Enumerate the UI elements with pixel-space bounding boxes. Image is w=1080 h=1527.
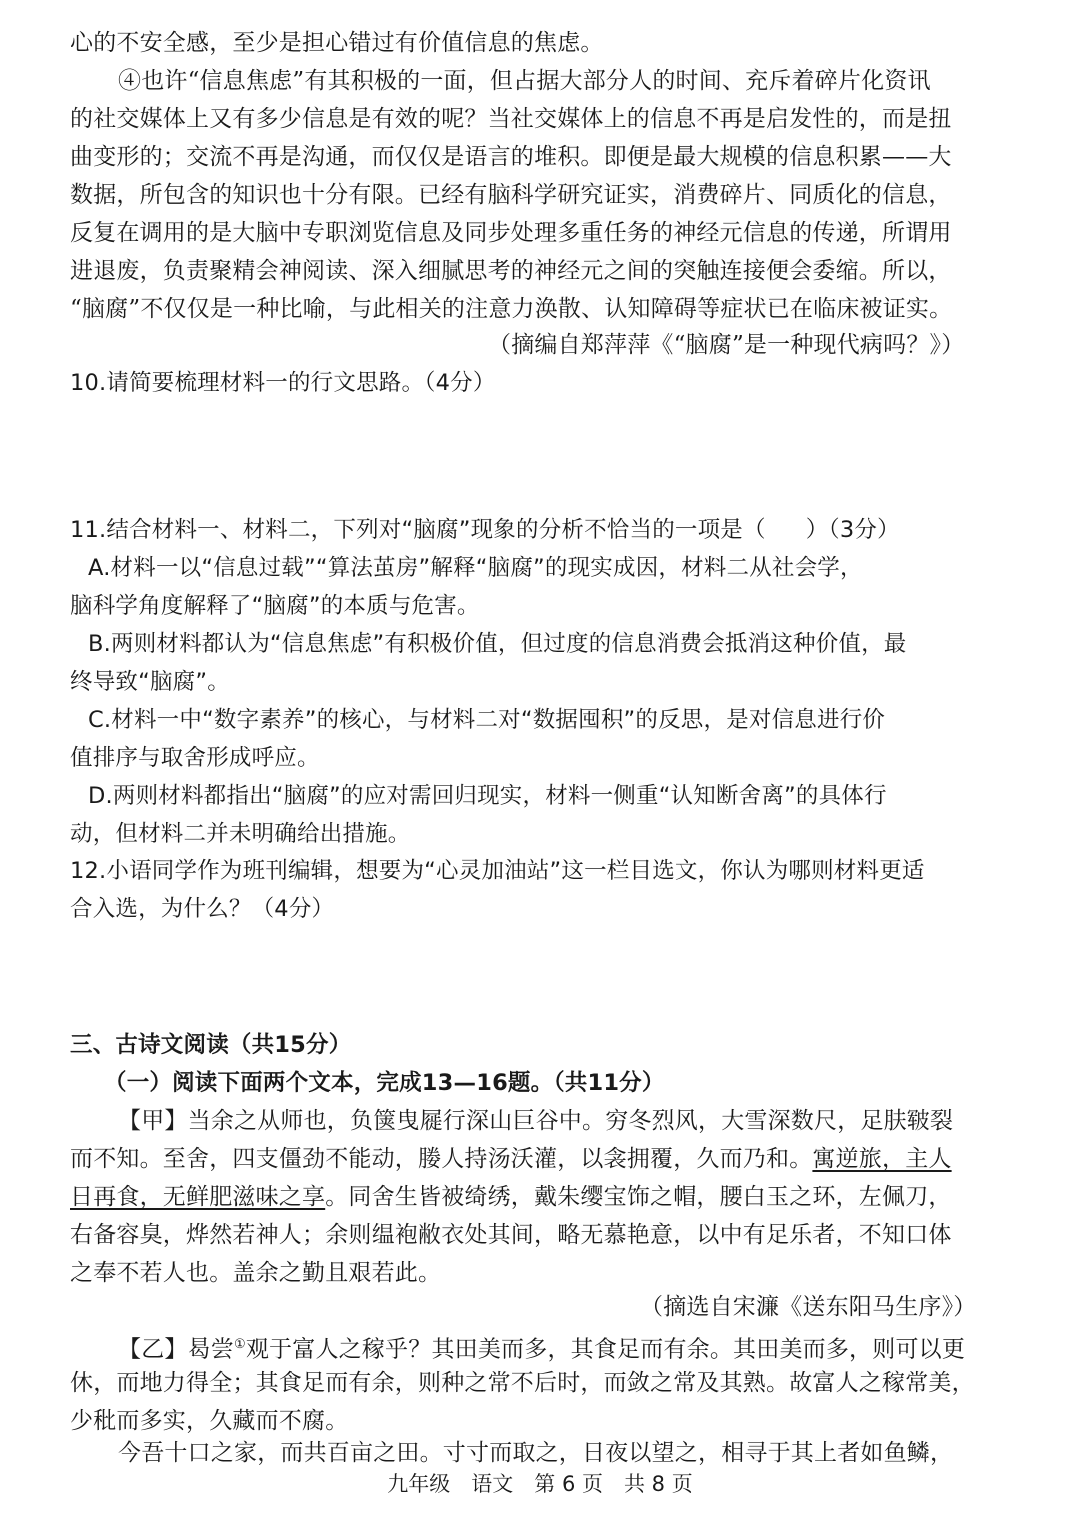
underlined-sentence: 寓逆旅，主人 — [812, 1146, 952, 1172]
option-b-cont: 终导致“脑腐”。 — [70, 669, 230, 695]
passage-line: 反复在调用的是大脑中专职浏览信息及同步处理多重任务的神经元信息的传递，所谓用 — [70, 220, 952, 246]
passage-line: 数据，所包含的知识也十分有限。已经有脑科学研究证实，消费碎片、同质化的信息， — [70, 182, 952, 208]
footnote-marker: ① — [234, 1337, 246, 1352]
passage-line: 的社交媒体上又有多少信息是有效的呢？当社交媒体上的信息不再是启发性的，而是扭 — [70, 106, 952, 132]
text-yi-segment: 【乙】曷尝 — [118, 1336, 234, 1363]
question-11-score: ）（3分） — [805, 517, 900, 543]
text-jia-line: 右备容臭，烨然若神人；余则缊袍敝衣处其间，略无慕艳意，以中有足乐者，不知口体 — [70, 1222, 952, 1248]
text-yi-segment: 观于富人之稼乎？其田美而多，其食足而有余。其田美而多，则可以更 — [245, 1336, 966, 1363]
text-jia-segment: 而不知。至舍，四支僵劲不能动，媵人持汤沃灌，以衾拥覆，久而乃和。 — [70, 1146, 813, 1172]
passage-line: “脑腐”不仅仅是一种比喻，与此相关的注意力涣散、认知障碍等症状已在临床被证实。 — [70, 296, 953, 322]
option-d: D.两则材料都指出“脑腐”的应对需回归现实，材料一侧重“认知断舍离”的具体行 — [88, 783, 887, 809]
passage-source: （摘编自郑萍萍《“脑腐”是一种现代病吗？》） — [488, 332, 965, 358]
subsection-title: （一）阅读下面两个文本，完成13—16题。（共11分） — [104, 1070, 665, 1096]
text-jia-source: （摘选自宋濂《送东阳马生序》） — [640, 1294, 977, 1320]
option-a: A.材料一以“信息过载”“算法茧房”解释“脑腐”的现实成因，材料二从社会学， — [88, 555, 863, 581]
question-12-cont: 合入选，为什么？（4分） — [70, 896, 335, 922]
text-jia-line — [70, 1182, 952, 1212]
passage-line: ④也许“信息焦虑”有其积极的一面，但占据大部分人的时间、充斥着碎片化资讯 — [118, 68, 931, 94]
option-a-cont: 脑科学角度解释了“脑腐”的本质与危害。 — [70, 593, 480, 619]
option-d-cont: 动，但材料二并未明确给出措施。 — [70, 821, 411, 847]
option-c: C.材料一中“数字素养”的核心，与材料二对“数据囤积”的反思，是对信息进行价 — [88, 707, 886, 733]
text-jia-segment: 。同舍生皆被绮绣，戴朱缨宝饰之帽，腰白玉之环，左佩刀， — [325, 1184, 952, 1210]
text-jia-line: 【甲】当余之从师也，负箧曳屣行深山巨谷中。穷冬烈风，大雪深数尺，足肤皲裂 — [118, 1108, 954, 1134]
text-yi-line: 少秕而多实，久藏而不腐。 — [70, 1408, 349, 1434]
text-jia-line — [70, 1144, 952, 1174]
option-b: B.两则材料都认为“信息焦虑”有积极价值，但过度的信息消费会抵消这种价值，最 — [88, 631, 907, 657]
passage-line: 进退废，负责聚精会神阅读、深入细腻思考的神经元之间的突触连接便会委缩。所以， — [70, 258, 952, 284]
underlined-sentence-cont: 日再食，无鲜肥滋味之享 — [70, 1184, 326, 1210]
text-yi-line — [118, 1330, 965, 1365]
question-12: 12.小语同学作为班刊编辑，想要为“心灵加油站”这一栏目选文，你认为哪则材料更适 — [70, 858, 925, 884]
question-10: 10.请简要梳理材料一的行文思路。（4分） — [70, 370, 496, 396]
section-title: 三、古诗文阅读（共15分） — [70, 1032, 352, 1058]
text-yi-line: 休，而地力得全；其食足而有余，则种之常不后时，而敛之常及其熟。故富人之稼常美， — [70, 1370, 975, 1396]
page-footer: 九年级 语文 第 6 页 共 8 页 — [387, 1472, 693, 1496]
passage-line: 心的不安全感，至少是担心错过有价值信息的焦虑。 — [70, 30, 604, 56]
question-11-stem-text: 11.结合材料一、材料二，下列对“脑腐”现象的分析不恰当的一项是（ — [70, 517, 766, 543]
question-11-stem — [70, 515, 900, 545]
text-yi-line: 今吾十口之家，而共百亩之田。寸寸而取之，日夜以望之，相寻于其上者如鱼鳞， — [118, 1440, 954, 1466]
option-c-cont: 值排序与取舍形成呼应。 — [70, 745, 320, 771]
text-jia-line: 之奉不若人也。盖余之勤且艰若此。 — [70, 1260, 442, 1286]
passage-line: 曲变形的；交流不再是沟通，而仅仅是语言的堆积。即便是最大规模的信息积累——大 — [70, 144, 952, 170]
